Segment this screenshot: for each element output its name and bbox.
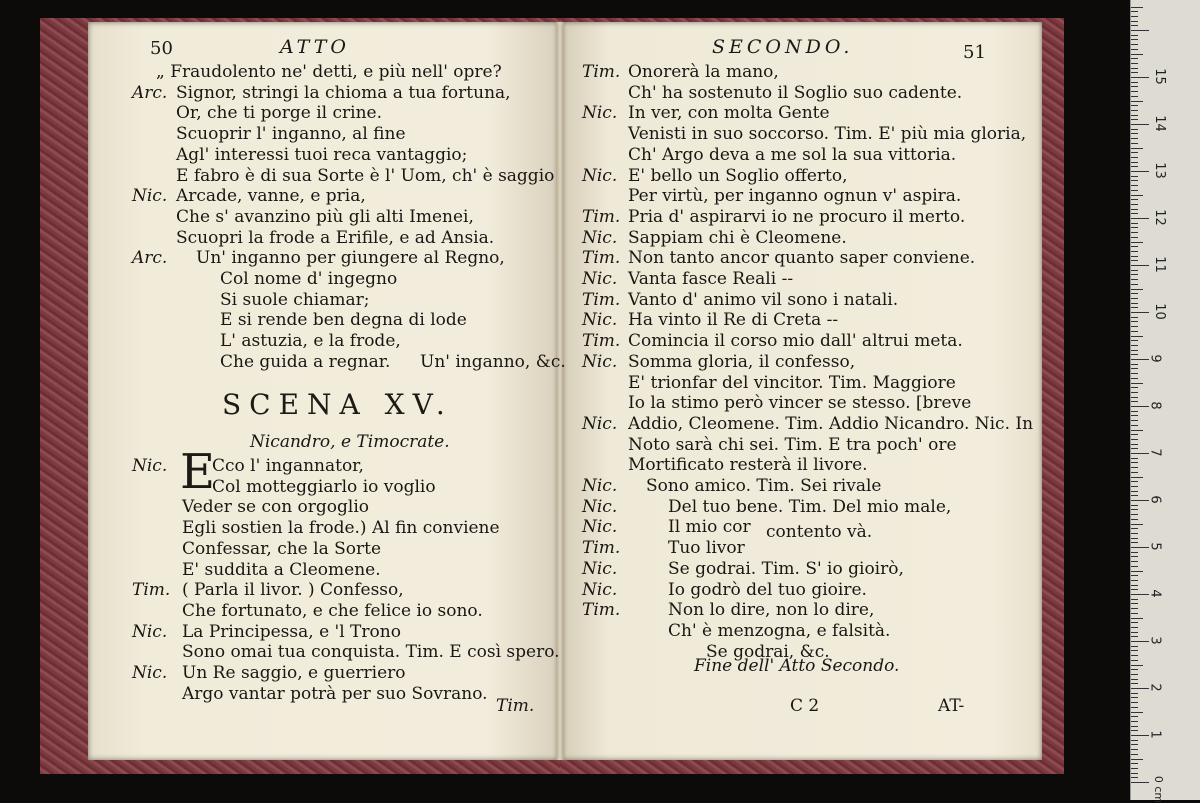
left-scene-speaker: Nic. (132, 621, 168, 642)
left-scene-line: E' suddita a Cleomene. (182, 559, 381, 580)
left-line: Si suole chiamar; (220, 289, 370, 310)
ruler-tick (1131, 448, 1138, 449)
ruler-tick (1131, 467, 1138, 468)
ruler-tick (1131, 444, 1138, 445)
ruler-tick (1131, 30, 1149, 31)
ruler-tick (1131, 594, 1149, 595)
ruler-tick (1131, 420, 1138, 421)
right-line: Non lo dire, non lo dire, (668, 600, 875, 621)
ruler-tick (1131, 542, 1138, 543)
left-line: Signor, stringi la chioma a tua fortuna, (176, 82, 511, 103)
left-line: „ Fraudolento ne' detti, e più nell' opre? (156, 62, 502, 82)
right-line: Se godrai, &c. (706, 641, 830, 662)
right-speaker: Nic. (582, 579, 618, 600)
ruler-tick (1131, 368, 1138, 369)
ruler-tick (1131, 350, 1138, 351)
ruler-tick (1131, 401, 1138, 402)
right-line: E' trionfar del vincitor. Tim. Maggiore (628, 372, 956, 393)
right-line: Addio, Cleomene. Tim. Addio Nicandro. Nic. In (628, 413, 1034, 434)
ruler-tick (1131, 265, 1149, 266)
measuring-ruler (1130, 0, 1200, 803)
ruler-tick (1131, 679, 1138, 680)
right-line: In ver, con molta Gente (628, 103, 830, 124)
right-line: Ha vinto il Re di Creta -- (628, 310, 839, 331)
ruler-tick (1131, 683, 1138, 684)
ruler-tick (1131, 218, 1149, 219)
ruler-tick (1131, 660, 1138, 661)
left-line: E si rende ben degna di lode (220, 310, 467, 331)
ruler-tick (1131, 129, 1138, 130)
right-line: Il mio cor (668, 517, 751, 538)
right-speaker: Nic. (582, 558, 618, 579)
scene-characters: Nicandro, e Timocrate. (250, 432, 450, 452)
right-speaker: Tim. (582, 331, 621, 352)
left-line: Che s' avanzino più gli alti Imenei, (176, 206, 474, 227)
ruler-tick (1131, 298, 1138, 299)
left-line: Or, che ti porge il crine. (176, 103, 382, 124)
right-line: Mortificato resterà il livore. (628, 455, 868, 476)
ruler-tick (1131, 364, 1138, 365)
ruler-tick (1131, 477, 1143, 478)
ruler-tick (1131, 101, 1143, 102)
ruler-tick (1131, 608, 1138, 609)
ruler-tick (1131, 199, 1138, 200)
right-speaker: Nic. (582, 351, 618, 372)
ruler-tick (1131, 251, 1138, 252)
ruler-tick (1131, 91, 1138, 92)
ruler-tick (1131, 495, 1138, 496)
ruler-number: 1 (1147, 730, 1163, 739)
ruler-tick (1131, 39, 1138, 40)
ruler-tick (1131, 603, 1138, 604)
right-line: Ch' ha sostenuto il Soglio suo cadente. (628, 82, 963, 103)
ruler-tick (1131, 336, 1143, 337)
ruler-tick (1131, 735, 1149, 736)
ruler-tick (1131, 453, 1149, 454)
ruler-tick (1131, 105, 1138, 106)
ruler-tick (1131, 354, 1138, 355)
ruler-tick (1131, 72, 1138, 73)
right-line: Non tanto ancor quanto saper conviene. (628, 248, 976, 269)
ruler-tick (1131, 110, 1138, 111)
ruler-tick (1131, 152, 1138, 153)
ruler-tick (1131, 119, 1138, 120)
ruler-tick (1131, 242, 1143, 243)
ruler-tick (1131, 204, 1138, 205)
ruler-tick (1131, 481, 1138, 482)
ruler-tick (1131, 307, 1138, 308)
ruler-tick (1131, 86, 1138, 87)
ruler-tick (1131, 373, 1138, 374)
right-catchword: AT- (938, 696, 965, 716)
ruler-tick (1131, 627, 1138, 628)
left-scene-speaker: Nic. (132, 456, 168, 476)
ruler-tick (1131, 721, 1138, 722)
ruler-tick (1131, 571, 1143, 572)
ruler-tick (1131, 777, 1138, 778)
ruler-tick (1131, 289, 1143, 290)
left-line: Col nome d' ingegno (220, 269, 398, 289)
ruler-tick (1131, 82, 1138, 83)
left-scene-line: Col motteggiarlo io voglio (212, 476, 436, 497)
right-speaker: Tim. (582, 289, 621, 310)
ruler-tick (1131, 237, 1138, 238)
right-line: Per virtù, per inganno ognun v' aspira. (628, 186, 962, 207)
signature-mark: C 2 (790, 696, 820, 716)
right-page-number: 51 (963, 42, 986, 63)
ruler-tick (1131, 632, 1138, 633)
right-speaker: Nic. (582, 413, 618, 434)
right-running-head: SECONDO. (712, 36, 854, 58)
ruler-tick (1131, 650, 1138, 651)
ruler-tick (1131, 674, 1138, 675)
ruler-tick (1131, 256, 1138, 257)
right-line: Ch' Argo deva a me sol la sua vittoria. (628, 144, 957, 165)
ruler-number: 2 (1147, 683, 1163, 692)
ruler-tick (1131, 505, 1138, 506)
ruler-tick (1131, 636, 1138, 637)
ruler-tick (1131, 415, 1138, 416)
ruler-tick (1131, 773, 1138, 774)
ruler-tick (1131, 345, 1138, 346)
brace-text: contento và. (766, 522, 873, 542)
ruler-number: 10 (1151, 303, 1167, 320)
right-line: Tuo livor (668, 538, 745, 559)
ruler-tick (1131, 552, 1138, 553)
ruler-tick (1131, 749, 1138, 750)
ruler-tick (1131, 716, 1138, 717)
right-line: E' bello un Soglio offerto, (628, 165, 848, 186)
ruler-tick (1131, 524, 1143, 525)
right-speaker: Tim. (582, 600, 621, 621)
ruler-tick (1131, 759, 1143, 760)
ruler-tick (1131, 763, 1138, 764)
ruler-tick (1131, 49, 1138, 50)
right-line: Ch' è menzogna, e falsità. (668, 620, 891, 641)
ruler-tick (1131, 312, 1149, 313)
left-scene-line: Cco l' ingannator, (212, 456, 364, 476)
ruler-tick (1131, 58, 1138, 59)
ruler-tick (1131, 655, 1138, 656)
ruler-tick (1131, 491, 1138, 492)
ruler-tick (1131, 340, 1138, 341)
ruler-tick (1131, 519, 1138, 520)
ruler-tick (1131, 331, 1138, 332)
left-scene-line: Egli sostien la frode.) Al fin conviene (182, 518, 500, 539)
left-scene-line: Sono omai tua conquista. Tim. E così spero. (182, 642, 560, 663)
ruler-tick (1131, 392, 1138, 393)
ruler-tick (1131, 11, 1138, 12)
ruler-tick (1131, 77, 1149, 78)
ruler-tick (1131, 509, 1138, 510)
left-catchword: Tim. (496, 696, 535, 716)
left-line: Scuoprir l' inganno, al fine (176, 124, 406, 145)
left-line: L' astuzia, e la frode, (220, 331, 401, 352)
ruler-tick (1131, 472, 1138, 473)
ruler-tick (1131, 284, 1138, 285)
ruler-number: 12 (1151, 209, 1167, 226)
right-speaker: Tim. (582, 62, 621, 82)
ruler-tick (1131, 566, 1138, 567)
ruler-tick (1131, 580, 1138, 581)
left-speaker: Arc. (132, 82, 168, 103)
ruler-tick (1131, 96, 1138, 97)
right-line: Venisti in suo soccorso. Tim. E' più mia gloria, (628, 124, 1027, 145)
ruler-number: 6 (1147, 495, 1163, 504)
left-speaker: Nic. (132, 186, 168, 207)
left-line: Arcade, vanne, e pria, (176, 186, 366, 207)
ruler-tick (1131, 387, 1138, 388)
ruler-tick (1131, 430, 1143, 431)
ruler-tick (1131, 274, 1138, 275)
right-speaker: Nic. (582, 227, 618, 248)
ruler-tick (1131, 406, 1149, 407)
ruler-tick (1131, 618, 1143, 619)
ruler-tick (1131, 115, 1138, 116)
ruler-tick (1131, 693, 1138, 694)
ruler-tick (1131, 528, 1138, 529)
ruler-tick (1131, 260, 1138, 261)
ruler-tick (1131, 556, 1138, 557)
ruler-number: 8 (1147, 401, 1163, 410)
ruler-tick (1131, 270, 1138, 271)
ruler-tick (1131, 7, 1143, 8)
ruler-tick (1131, 712, 1143, 713)
ruler-tick (1131, 702, 1138, 703)
ruler-tick (1131, 68, 1138, 69)
ruler-number: 3 (1147, 636, 1163, 645)
ruler-tick (1131, 157, 1138, 158)
ruler-tick (1131, 575, 1138, 576)
ruler-tick (1131, 768, 1138, 769)
ruler-tick (1131, 641, 1149, 642)
ruler-tick (1131, 740, 1138, 741)
right-speaker: Tim. (582, 538, 621, 559)
ruler-tick (1131, 730, 1138, 731)
ruler-tick (1131, 124, 1149, 125)
ruler-tick (1131, 589, 1138, 590)
right-line: Se godrai. Tim. S' io gioirò, (668, 558, 904, 579)
ruler-tick (1131, 434, 1138, 435)
left-scene-line: Veder se con orgoglio (182, 497, 370, 518)
ruler-tick (1131, 500, 1149, 501)
ruler-tick (1131, 321, 1138, 322)
ruler-tick (1131, 317, 1138, 318)
ruler-tick (1131, 359, 1149, 360)
right-line: Noto sarà chi sei. Tim. E tra poch' ore (628, 434, 957, 455)
ruler-tick (1131, 514, 1138, 515)
ruler-tick (1131, 397, 1138, 398)
right-speaker: Tim. (582, 206, 621, 227)
ruler-tick (1131, 21, 1138, 22)
left-speaker: Arc. (132, 248, 168, 269)
ruler-tick (1131, 138, 1138, 139)
ruler-tick (1131, 585, 1138, 586)
ruler-tick (1131, 293, 1138, 294)
ruler-tick (1131, 166, 1138, 167)
ruler-tick (1131, 63, 1138, 64)
ruler-tick (1131, 326, 1138, 327)
ruler-tick (1131, 439, 1138, 440)
drop-cap: E (180, 444, 216, 500)
left-line: Agl' interessi tuoi reca vantaggio; (176, 144, 468, 165)
ruler-tick (1131, 44, 1138, 45)
right-line: Pria d' aspirarvi io ne procuro il merto. (628, 206, 966, 227)
right-line: Vanto d' animo vil sono i natali. (628, 289, 899, 310)
ruler-tick (1131, 148, 1143, 149)
ruler-tick (1131, 744, 1138, 745)
ruler-number: 7 (1147, 448, 1163, 457)
ruler-tick (1131, 383, 1143, 384)
ruler-tick (1131, 143, 1138, 144)
right-line: Io godrò del tuo gioire. (668, 579, 867, 600)
right-line: Sono amico. Tim. Sei rivale (646, 476, 882, 496)
ruler-tick (1131, 458, 1138, 459)
ruler-tick (1131, 227, 1138, 228)
ruler-tick (1131, 162, 1138, 163)
ruler-tick (1131, 232, 1138, 233)
left-scene-line: Che fortunato, e che felice io sono. (182, 600, 483, 621)
right-line: Io la stimo però vincer se stesso. [breve (628, 393, 972, 414)
ruler-tick (1131, 171, 1149, 172)
right-speaker: Nic. (582, 310, 618, 331)
ruler-tick (1131, 190, 1138, 191)
ruler-tick (1131, 35, 1138, 36)
ruler-tick (1131, 195, 1143, 196)
ruler-tick (1131, 223, 1138, 224)
left-scene-speaker: Nic. (132, 663, 168, 683)
ruler-tick (1131, 425, 1138, 426)
ruler-tick (1131, 533, 1138, 534)
right-line: Onorerà la mano, (628, 62, 779, 82)
ruler-tick (1131, 622, 1138, 623)
scene-title: SCENA XV. (222, 388, 453, 421)
left-scene-line: ( Parla il livor. ) Confesso, (182, 580, 404, 601)
ruler-number: 9 (1147, 354, 1163, 363)
ruler-tick (1131, 665, 1143, 666)
ruler-tick (1131, 646, 1138, 647)
ruler-tick (1131, 16, 1138, 17)
right-speaker: Tim. (582, 248, 621, 269)
ruler-number: 13 (1151, 162, 1167, 179)
ruler-tick (1131, 613, 1138, 614)
ruler-tick (1131, 754, 1138, 755)
right-speaker: Nic. (582, 476, 618, 496)
ruler-number: 5 (1147, 542, 1163, 551)
ruler-number: 15 (1151, 68, 1167, 85)
ruler-tick (1131, 782, 1149, 783)
ruler-tick (1131, 25, 1138, 26)
ruler-tick (1131, 669, 1138, 670)
ruler-tick (1131, 133, 1138, 134)
right-speaker: Nic. (582, 517, 618, 538)
right-line: Sappiam chi è Cleomene. (628, 227, 847, 248)
ruler-tick (1131, 180, 1138, 181)
ruler-tick (1131, 726, 1138, 727)
ruler-tick (1131, 209, 1138, 210)
right-line: Somma gloria, il confesso, (628, 351, 856, 372)
right-line: Comincia il corso mio dall' altrui meta. (628, 331, 963, 352)
ruler-tick (1131, 411, 1138, 412)
right-line: Vanta fasce Reali -- (628, 269, 794, 289)
ruler-tick (1131, 462, 1138, 463)
ruler-tick (1131, 697, 1138, 698)
left-line: Che guida a regnar. (220, 351, 391, 372)
ruler-tick (1131, 246, 1138, 247)
ruler-tick (1131, 279, 1138, 280)
left-scene-line: Confessar, che la Sorte (182, 538, 382, 559)
ruler-tick (1131, 486, 1138, 487)
ruler-number: 11 (1151, 256, 1167, 273)
left-running-head: ATTO (280, 36, 350, 58)
left-line: Un' inganno, &c. (420, 351, 566, 372)
left-line: Un' inganno per giungere al Regno, (196, 248, 505, 269)
left-page-number: 50 (150, 38, 173, 59)
ruler-tick (1131, 213, 1138, 214)
right-speaker: Nic. (582, 496, 618, 517)
right-speaker: Nic. (582, 165, 618, 186)
ruler-tick (1131, 707, 1138, 708)
ruler-tick (1131, 538, 1138, 539)
ruler-tick (1131, 547, 1149, 548)
ruler-tick (1131, 688, 1149, 689)
left-scene-line: La Principessa, e 'l Trono (182, 621, 401, 642)
ruler-tick (1131, 378, 1138, 379)
ruler-number: 14 (1151, 115, 1167, 132)
ruler-tick (1131, 54, 1143, 55)
left-scene-line: Un Re saggio, e guerriero (182, 663, 406, 683)
ruler-tick (1131, 599, 1138, 600)
left-line: Scuopri la frode a Erifile, e ad Ansia. (176, 227, 495, 248)
ruler-number: 4 (1147, 589, 1163, 598)
ruler-tick (1131, 303, 1138, 304)
left-scene-line: Argo vantar potrà per suo Sovrano. (182, 683, 488, 704)
ruler-tick (1131, 185, 1138, 186)
ruler-tick (1131, 176, 1138, 177)
end-of-act-note: Fine dell' Atto Secondo. (694, 656, 900, 676)
left-scene-speaker: Tim. (132, 580, 171, 601)
left-line: E fabro è di sua Sorte è l' Uom, ch' è saggio (176, 165, 555, 186)
right-speaker: Nic. (582, 103, 618, 124)
right-line: Del tuo bene. Tim. Del mio male, (668, 496, 952, 517)
ruler-unit: 0 cm (1152, 775, 1166, 803)
ruler-tick (1131, 561, 1138, 562)
right-speaker: Nic. (582, 269, 618, 289)
